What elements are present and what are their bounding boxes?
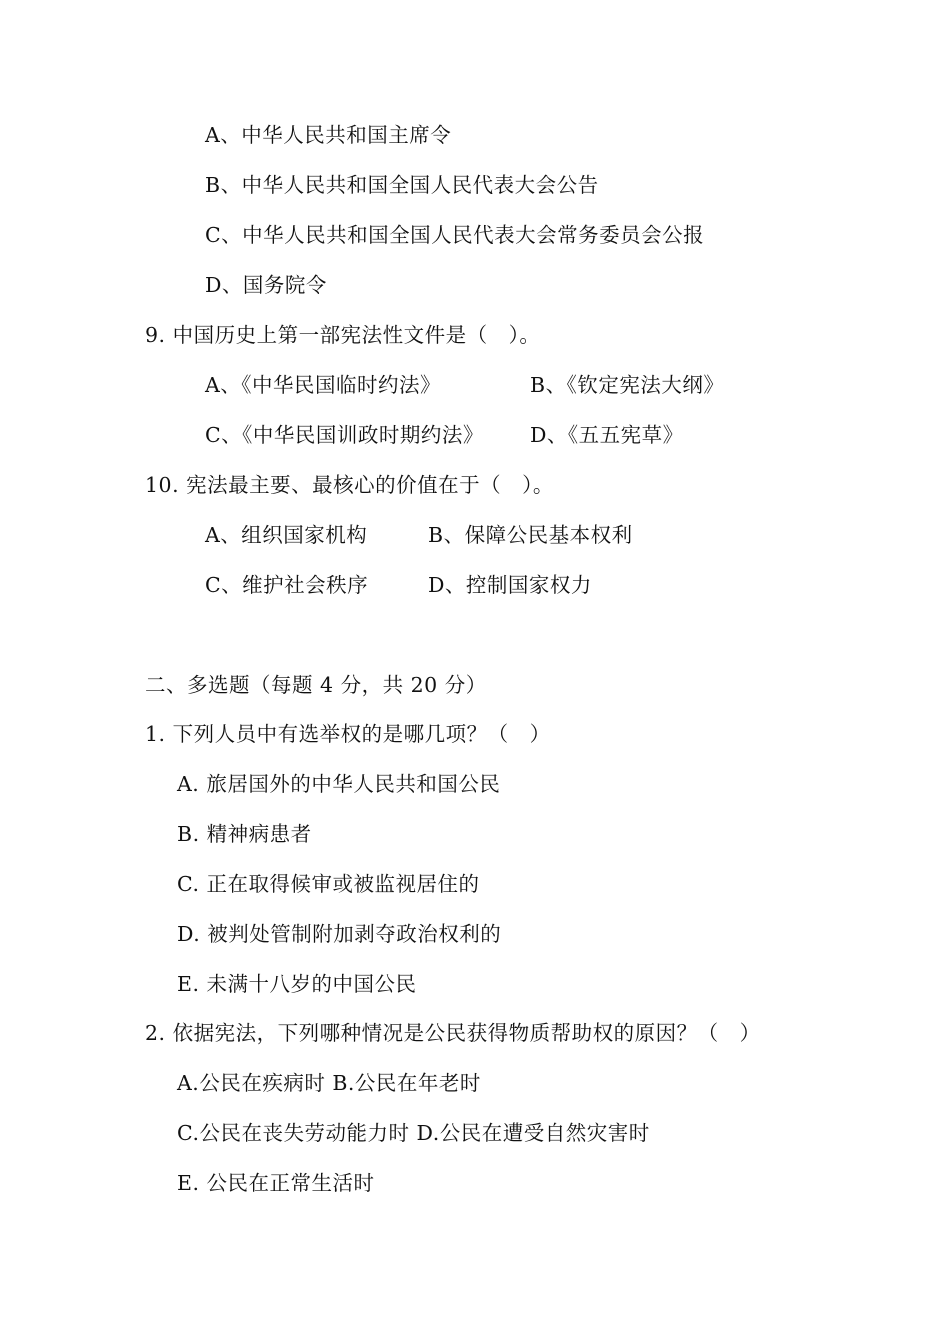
section-heading-multiple-choice: 二、多选题（每题 4 分，共 20 分） xyxy=(145,673,487,697)
q10-option-b: B、保障公民基本权利 xyxy=(428,523,633,547)
q9-stem: 9. 中国历史上第一部宪法性文件是（ ）。 xyxy=(145,323,541,347)
mq1-option-e: E. 未满十八岁的中国公民 xyxy=(177,972,417,996)
mq1-option-a: A. 旅居国外的中华人民共和国公民 xyxy=(177,772,501,796)
mq1-option-c: C. 正在取得候审或被监视居住的 xyxy=(177,872,480,896)
q8-option-a: A、中华人民共和国主席令 xyxy=(205,123,452,147)
q8-option-d: D、国务院令 xyxy=(205,273,327,297)
q9-option-c: C、《中华民国训政时期约法》 xyxy=(205,423,484,447)
q10-option-c: C、维护社会秩序 xyxy=(205,573,369,597)
q9-option-d: D、《五五宪草》 xyxy=(530,423,684,447)
q9-option-a: A、《中华民国临时约法》 xyxy=(205,373,442,397)
q10-option-a: A、组织国家机构 xyxy=(205,523,368,547)
q8-option-b: B、中华人民共和国全国人民代表大会公告 xyxy=(205,173,599,197)
mq2-option-e: E. 公民在正常生活时 xyxy=(177,1171,375,1195)
q9-option-b: B、《钦定宪法大纲》 xyxy=(530,373,725,397)
mq1-option-b: B. 精神病患者 xyxy=(177,822,312,846)
q10-stem: 10. 宪法最主要、最核心的价值在于（ ）。 xyxy=(145,473,554,497)
mq1-stem: 1. 下列人员中有选举权的是哪几项？（ ） xyxy=(145,722,551,746)
mq2-stem: 2. 依据宪法，下列哪种情况是公民获得物质帮助权的原因？（ ） xyxy=(145,1021,761,1045)
mq2-options-ab: A.公民在疾病时 B.公民在年老时 xyxy=(177,1071,481,1095)
q10-option-d: D、控制国家权力 xyxy=(428,573,592,597)
mq2-options-cd: C.公民在丧失劳动能力时 D.公民在遭受自然灾害时 xyxy=(177,1121,650,1145)
mq1-option-d: D. 被判处管制附加剥夺政治权利的 xyxy=(177,922,502,946)
q8-option-c: C、中华人民共和国全国人民代表大会常务委员会公报 xyxy=(205,223,705,247)
